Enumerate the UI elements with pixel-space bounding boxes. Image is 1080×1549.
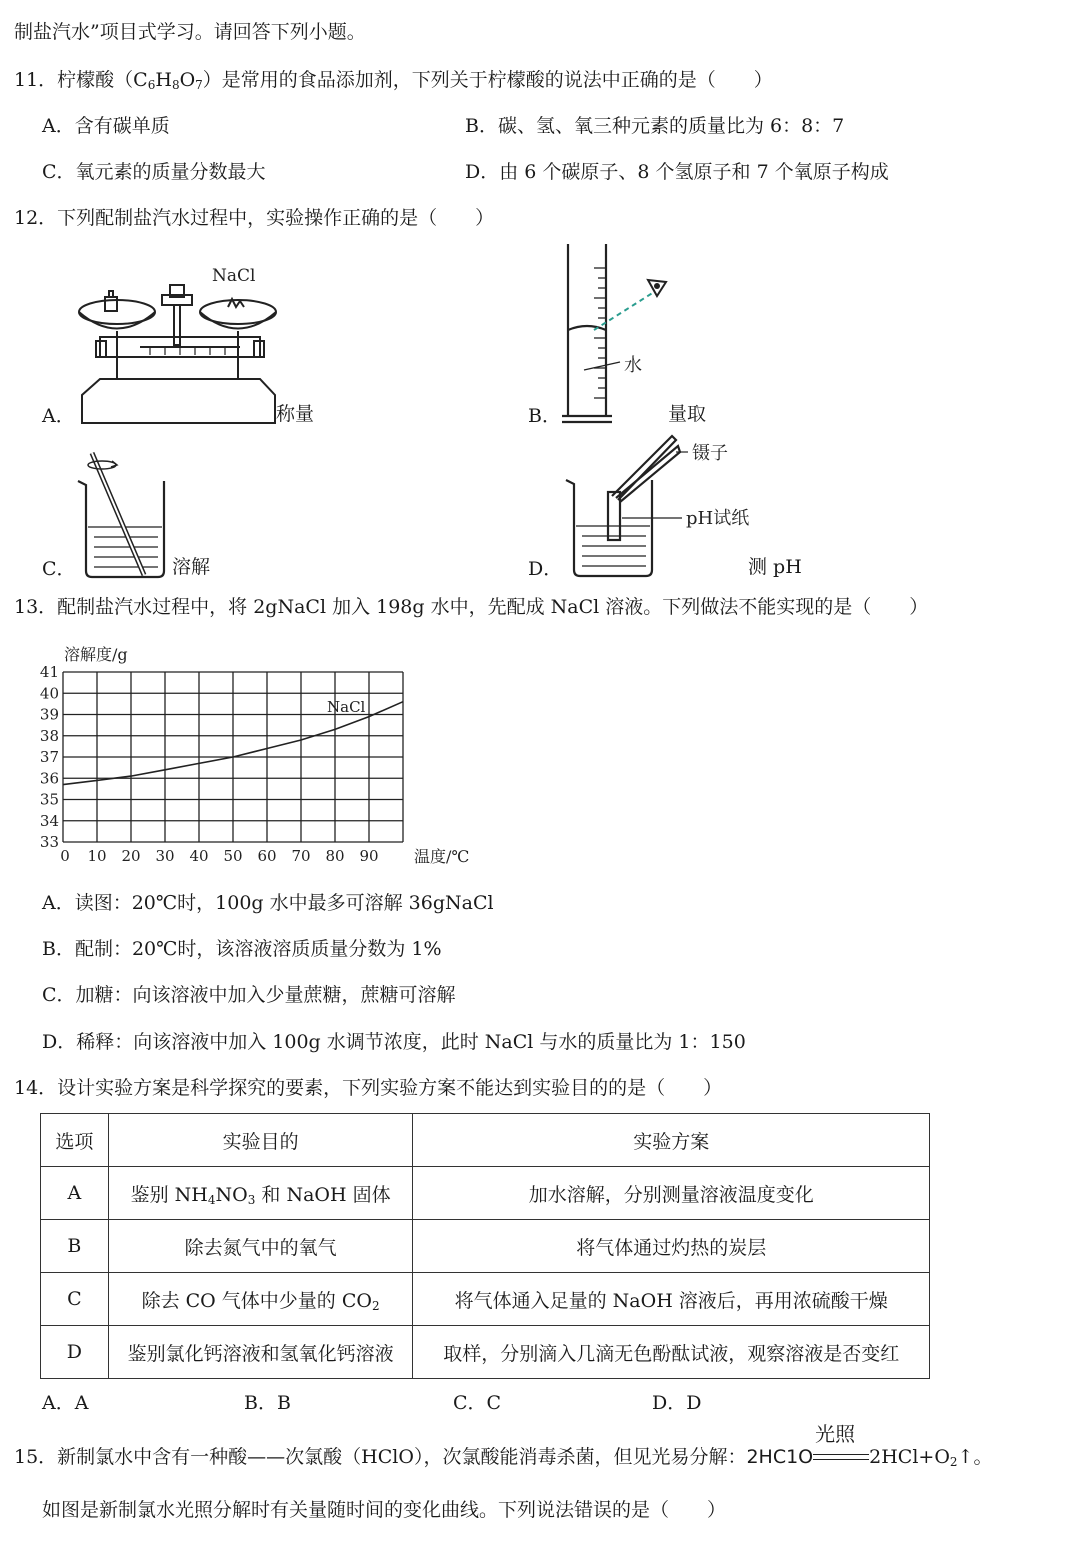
table-row	[41, 1326, 930, 1379]
table-cell-option: A	[41, 1167, 109, 1220]
q12-option-c-letter: C．	[42, 558, 76, 580]
table-cell-plan: 将气体通入足量的 NaOH 溶液后，再用浓硫酸干燥	[413, 1273, 930, 1326]
q15-reactant: 2HC1O	[746, 1446, 814, 1468]
q12-option-d-caption: 测 pH	[748, 556, 802, 578]
table-row	[41, 1273, 930, 1326]
q12-option-a-caption: 称量	[276, 403, 315, 425]
table-header-row	[41, 1114, 930, 1167]
table-cell-goal: 除去氮气中的氧气	[108, 1220, 413, 1273]
reaction-condition: 光照	[815, 1422, 856, 1446]
table-cell-plan: 加水溶解，分别测量溶液温度变化	[413, 1167, 930, 1220]
q12-option-d-letter: D．	[528, 558, 563, 580]
table-row	[41, 1167, 930, 1220]
x-tick-label: 80	[325, 847, 345, 865]
y-tick-label: 34	[39, 811, 59, 830]
q12-option-c-caption: 溶解	[172, 556, 211, 578]
y-tick-label: 38	[39, 726, 59, 745]
x-tick-label: 0	[60, 847, 70, 865]
x-tick-label: 10	[87, 847, 107, 865]
x-tick-label: 50	[223, 847, 243, 865]
ph-paper-label: pH试纸	[686, 508, 750, 529]
q12-option-b-letter: B．	[528, 405, 561, 427]
dissolve-beaker-figure	[72, 445, 172, 580]
q15-product: $2HCl+O_2↑$。	[869, 1446, 993, 1469]
q11-option-c: C．氧元素的质量分数最大	[42, 161, 266, 183]
ph-test-figure	[560, 430, 760, 580]
y-tick-label: 37	[39, 748, 59, 766]
table-row	[41, 1220, 930, 1273]
table-cell-plan: 将气体通过灼热的炭层	[413, 1220, 930, 1273]
y-tick-label: 36	[39, 769, 59, 788]
chart-ylabel: 溶解度/g	[64, 645, 128, 664]
q15-line2: 如图是新制氯水光照分解时有关量随时间的变化曲线。下列说法错误的是（ ）	[42, 1499, 727, 1521]
x-tick-label: 30	[155, 847, 175, 865]
intro-text: 制盐汽水”项目式学习。请回答下列小题。	[14, 21, 366, 43]
y-tick-label: 39	[39, 705, 59, 724]
table-cell-goal: 鉴别氯化钙溶液和氢氧化钙溶液	[108, 1326, 413, 1379]
q15-stem: 15．新制氯水中含有一种酸——次氯酸（HClO），次氯酸能消毒杀菌，但见光易分解：2HC1O 光照 $2HCl+O_2↑$。	[14, 1422, 993, 1469]
table-header: 选项	[41, 1114, 109, 1167]
y-tick-label: 40	[39, 684, 59, 703]
cylinder-water-label: 水	[624, 355, 642, 376]
y-tick-label: 35	[39, 790, 59, 809]
table-cell-goal: 鉴别 $NH_4NO_3$ 和 NaOH 固体	[108, 1167, 413, 1220]
q13-option-c: C．加糖：向该溶液中加入少量蔗糖，蔗糖可溶解	[42, 984, 456, 1006]
y-tick-label: 41	[39, 663, 59, 681]
q12-option-b-caption: 量取	[668, 403, 707, 425]
x-tick-label: 40	[189, 847, 209, 865]
q14-option-a: A．A	[42, 1392, 89, 1414]
balance-nacl-label: NaCl	[212, 266, 256, 286]
q13-option-b: B．配制：20℃时，该溶液溶质质量分数为 1%	[42, 938, 442, 960]
table-cell-goal: 除去 CO 气体中少量的 $CO_2$	[108, 1273, 413, 1326]
table-header: 实验方案	[413, 1114, 930, 1167]
cylinder-figure	[556, 238, 686, 428]
chart-xlabel: 温度/℃	[414, 847, 470, 866]
q13-stem: 13．配制盐汽水过程中，将 2gNaCl 加入 198g 水中，先配成 NaCl 溶液。下列做法不能实现的是（ ）	[14, 596, 929, 618]
chart-series-label-nacl: NaCl	[327, 698, 366, 716]
experiment-table	[40, 1113, 930, 1379]
q13-option-d: D．稀释：向该溶液中加入 100g 水调节浓度，此时 NaCl 与水的质量比为 1：150	[42, 1031, 746, 1053]
q12-stem: 12．下列配制盐汽水过程中，实验操作正确的是（ ）	[14, 207, 495, 229]
x-tick-label: 20	[121, 847, 141, 865]
x-tick-label: 90	[359, 847, 379, 865]
q12-option-a-letter: A．	[42, 405, 75, 427]
table-cell-option: D	[41, 1326, 109, 1379]
table-header: 实验目的	[108, 1114, 413, 1167]
table-cell-option: C	[41, 1273, 109, 1326]
q14-stem: 14．设计实验方案是科学探究的要素，下列实验方案不能达到实验目的的是（ ）	[14, 1077, 723, 1099]
reaction-arrow	[813, 1422, 869, 1468]
x-tick-label: 70	[291, 847, 311, 865]
q13-option-a: A．读图：20℃时，100g 水中最多可溶解 36gNaCl	[42, 892, 494, 914]
q11-option-b: B．碳、氢、氧三种元素的质量比为 6：8：7	[465, 115, 845, 137]
x-tick-label: 60	[257, 847, 277, 865]
q14-option-d: D．D	[652, 1392, 702, 1414]
table-cell-option: B	[41, 1220, 109, 1273]
q11-option-d: D．由 6 个碳原子、8 个氢原子和 7 个氧原子构成	[465, 161, 889, 183]
y-tick-label: 33	[39, 833, 59, 851]
q11-stem: 11．柠檬酸$(C_6H_8O_7)$是常用的食品添加剂，下列关于柠檬酸的说法中正确的是（ ）	[14, 69, 773, 92]
table-cell-plan: 取样，分别滴入几滴无色酚酞试液，观察溶液是否变红	[413, 1326, 930, 1379]
q14-option-c: C．C	[453, 1392, 502, 1414]
ph-tweezers-label: 镊子	[692, 443, 728, 464]
solubility-chart	[30, 640, 470, 870]
q11-option-a: A．含有碳单质	[42, 115, 170, 137]
q14-option-b: B．B	[244, 1392, 291, 1414]
